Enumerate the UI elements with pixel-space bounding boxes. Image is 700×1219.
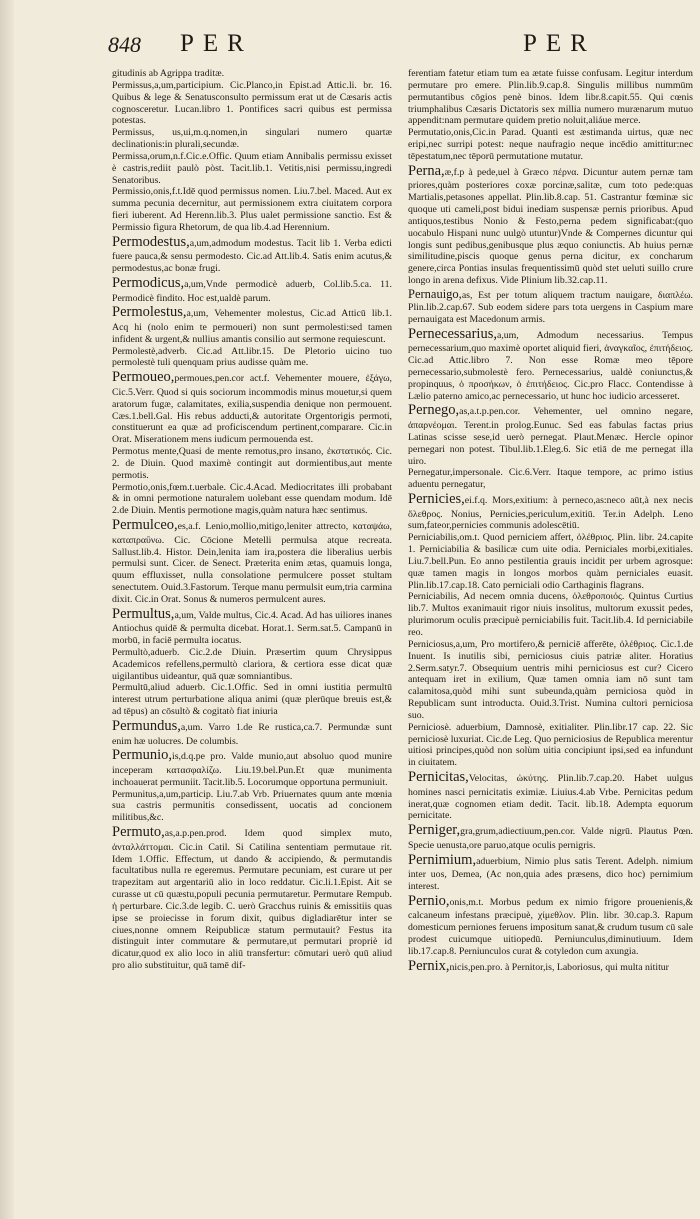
- entry-text: Permunitus,a,um,particip. Liu.7.ab Vrb. Priuernates quum ante mœnia sua castris permunitis consedissent, uocatis ad concionem militibus,&c.: [112, 788, 392, 824]
- entry-text: Permotus mente,Quasi de mente remotus,pro insano, ἐκστατικός. Cic. 2. de Diuin. Quod maximè contingit aut dormientibus,aut mente permotis.: [112, 446, 392, 481]
- entry-text: a,um, Admodum necessarius. Tempus pernecessarium,quo maximè oportet aliquid fieri, ἀναγκαῖος, ἐπιτήδειος. Cic.ad Attic.libro 7. Non esse Romæ meo tēpore pernecessario,submolestè fero. Pernecessarius, ualdè coniunctus,& propinquus, ὁ προσήκων, ὁ ἐπιτήδειος. Cic.pro Flacc. Contendisse à Lælio paterno amico,ac pernecessario, ut hunc hoc iudicio arcesseret.: [408, 329, 693, 402]
- entry-text: is,d.q.pe pro. Valde munio,aut absoluo quod munire inceperam κατασφαλίζω. Liu.19.bel.Pun.Et quæ munimenta inchoauerat permuniit. Tacit.lib.5. Locorumque opportuna permuniuit.: [112, 751, 392, 788]
- dictionary-entry: [112, 304, 392, 345]
- entry-headword: Pernicies,: [408, 491, 465, 508]
- entry-text: gra,grum,adiectiuum,pen.cor. Valde nigrū. Plautus Pœn. Specie uenusta,ore paruo,atque oculis pernigris.: [408, 826, 693, 851]
- running-head-right: PER: [523, 30, 596, 57]
- running-header: [0, 22, 700, 62]
- dictionary-entry: [112, 234, 392, 275]
- entry-text: Permolestè,adverb. Cic.ad Att.libr.15. De Pletorio uicino tuo permolestè tuli quenquam prius audisse quàm me.: [112, 345, 392, 369]
- entry-text: Permissus, us,ui,m.q.nomen,in singulari numero quartæ declinationis:in plurali,secundæ.: [112, 127, 392, 151]
- dictionary-entry: [408, 326, 693, 403]
- entry-text: as,a.p.pen.prod. Idem quod simplex muto, ἀνταλλάττομαι. Cic.in Catil. Si Catilina sententiam permutaue rit. Idem 1.Offic. Effectum, ut dando & accipiendo, & permutandis facultatibus nulla re egeremus. Permutare pecuniam, est curare ut per trapezitam aut argentariū alio in loco reddatur. Cic.li.1.Epist. Ait se curasse ut cū quæstu,populi pecunia permutaretur. Permutare Rempub. ἡ perturbare. Cic.3.de legib. C. uerò Gracchus ruinis & emissitiis quas ipse se proiecisse in forum dixit, quibus digladiarētur inter se ciues,nonne omnem Reipublicæ statum permutauit? Festus ita distinguit inter commutare & permutare,ut permutari propriè id dicatur,quod ex alio loco in aliū transfertur: cōmutari uerò quū aliud pro alio substituitur, quā tamē dif-: [112, 828, 392, 972]
- entry-headword: Pernego,: [408, 402, 460, 419]
- entry-headword: Pernix,: [408, 957, 450, 974]
- entry-text: Velocitas, ὠκύτης. Plin.lib.7.cap.20. Habet uulgus homines nasci pernicitatis eximiæ. Liuius.4.ab Vrbe. Pernicitas pedum inerat,quæ cognomen etiam dedit. Tacit. lib.18. Adempta equorum pernicitate.: [408, 773, 693, 822]
- entry-text: permoues,pen.cor act.f. Vehementer mouere, ἐξάγω, Cic.5.Verr. Quod si quis sociorum incommodis minus mouetur,si quem aratorum fugæ, calamitates, exilia,suspendia denique non permouent. Cæs.1.bell.Gal. His rebus adducti,& autoritate Orgentorigis permoti, constituerunt ea quæ ad proficiscendum pertinent,comparare. Cic.in Orat. Miserationem mens iudicum permouenda est.: [112, 373, 392, 446]
- dictionary-entry: [408, 532, 693, 591]
- entry-headword: Permulceo,: [112, 517, 178, 534]
- dictionary-entry: [112, 275, 392, 304]
- entry-text: Permissa,orum,n.f.Cic.e.Offic. Quum etiam Annibalis permissu exisset è castris,rediit paulò pòst. Tacit.lib.1. Vetitis,nisi permissu,ingredi Senatoribus.: [112, 150, 392, 186]
- entry-text: as,a.t.p.pen.cor. Vehementer, uel omnino negare, ἀπαρνέομαι. Terent.in prolog.Eunuc. Sed eas fabulas factas prius Latinas scisse sese,id uerò pernegat. Plaut.Menæc. Hercle opinor pernegari non potest. Tibul.lib.1.Eleg.6. Sic etiā de me pernegat illa uiro.: [408, 406, 693, 467]
- entry-text: a,um, Valde multus, Cic.4. Acad. Ad has uiliores inanes Antiochus quidē & permulta dicebat. Horat.1. Serm.sat.5. Campanū in morbū, in faciē permulta iocatus.: [112, 609, 392, 647]
- dictionary-entry: [112, 682, 392, 718]
- entry-text: Perniciosus,a,um, Pro mortifero,& perniciē afferēte, ὀλέθριος. Cic.1.de Inuent. Is inutilis sibi, perniciosus ciuis patriæ aliter. Horatius 2.Serm.satyr.7. Obsequium uentris mihi perniciosus est cur? Cicero antequam iret in exilium, Quæ tamen omnia iam nō sunt tam calamitosa,quòd mihi sunt subeunda,quàm perniciosa quòd in Republicam sunt introducta. Ouid.3.Trist. Numina cultori perniciosa suo.: [408, 638, 693, 721]
- entry-headword: Permundus,: [112, 718, 181, 734]
- entry-headword: Permuto,: [112, 824, 165, 841]
- entry-headword: Permultus,: [112, 605, 175, 622]
- dictionary-entry: [112, 482, 392, 518]
- left-column: [112, 68, 392, 1208]
- entry-headword: Pernecessarius,: [408, 325, 497, 342]
- dictionary-entry: [112, 789, 392, 825]
- dictionary-entry: [112, 824, 392, 972]
- dictionary-entry: [112, 517, 392, 606]
- dictionary-entry: [408, 722, 693, 769]
- entry-text: Permultò,aduerb. Cic.2.de Diuin. Præsertim quum Chrysippus Academicos refellens,permultò clariora, & certiora esse dicat quæ uigilantibus uideantur, quā quæ somniantibus.: [112, 646, 392, 682]
- entry-headword: Pernio,: [408, 892, 450, 909]
- right-column: [408, 68, 693, 1208]
- dictionary-entry: [112, 606, 392, 647]
- entry-text: æ,f.p à pede,uel à Græco πέρνα. Dicuntur autem pernæ tam priores,quàm posteriores coxæ porcinæ,salitæ, cum toto pede:quas Martialis,petasones appellat. Plin.lib.8.cap. 51. Castrantur fœminæ sic quoque uti cameli,post bidui inediam suspensæ pernis prioribus. Apud antiquos,testibus Nonio & Festo,perna pedem significabat:(quo uocabulo Hispani nunc uulgò utuntur)Vnde & Compernes dicuntur qui longis sunt pedibus,genibusque plus æquo coniunctis. Ab huius pernæ similitudine,piscis quoque genus perna dicitur, ex concharum genere,circa Pontias insulas frequentissimū quòd stet ueluti suillo crure longo in arena defixus. Vide Plinium lib.32.cap.11.: [408, 166, 693, 287]
- dictionary-entry: [112, 446, 392, 482]
- dictionary-entry: [408, 68, 693, 127]
- running-head-left: PER: [180, 30, 253, 57]
- entry-text: Perniciabilis, Ad necem omnia ducens, ὀλεθροποιός. Quintus Curtius lib.7. Multos exanimauit rigor niuis insolitus, multorum exussit pedes, plurimorum oculis præcipuè perniciabilis fuit. Tacit.lib.4. Id perniciabile reo.: [408, 591, 693, 638]
- dictionary-entry: [112, 369, 392, 446]
- entry-headword: Permoueo,: [112, 369, 175, 386]
- entry-text: Perniciabilis,om.t. Quod perniciem affert, ὀλέθριος. Plin. libr. 24.capite 1. Perniciabilia & basilicæ cum uite odia. Perniciales morbi,exitiales. Liu.7.bell.Pun. Eo anno pestilentia grauis incidit per urbem agrosque: quæ tamen magis in longos morbos quàm perniciales euasit. Plin.lib.17.cap.18. Cato perniciali odio Carthaginis flagrans.: [408, 532, 693, 591]
- entry-text: Permotio,onis,fœm.t.uerbale. Cic.4.Acad. Mediocritates illi probabant & in omni permotione naturalem uolebant esse quendam modum. Idē 2.de Diuin. Mentis permotione magis,quàm natura hæc sentimus.: [112, 481, 392, 517]
- binding-shadow: [0, 0, 14, 1219]
- dictionary-entry: [408, 491, 693, 532]
- dictionary-entry: [408, 958, 693, 976]
- entry-headword: Pernauigo,: [408, 286, 462, 301]
- entry-headword: Perniger,: [408, 822, 461, 839]
- entry-text: ferentiam fatetur etiam tum ea ætate fuisse confusam. Legitur interdum permutare pro emere. Plin.lib.9.cap.8. Singulis millibus nummūm permutantibus cōgios penè binos. Idem libr.8.capit.55. Qui cœnis triumphalibus Cæsaris Dictatoris sex millia numero murænarum mutuo appendit:nam permutare quidem pretio noluit,aliáue merce.: [408, 68, 693, 127]
- dictionary-entry: [112, 68, 392, 80]
- entry-text: onis,m.t. Morbus pedum ex nimio frigore prouenienis,& calcaneum infestans præcipuè, χίμεθλον. Plin. libr. 30.cap.3. Rapum domesticum perniones feruens impositum sanat,& crudum tusum cū sale prodest cuicumque uitiopedū. Perniunculus,diminutiuum. Idem lib.17.cap.8. Perniunculos curat & cotyledon cum axungia.: [408, 896, 693, 957]
- entry-text: as, Est per totum aliquem tractum nauigare, διαπλέω. Plin.lib.2.cap.67. Sub eodem sidere pars tota uergens in Caspium mare pernauigata est Macedonum armis.: [408, 289, 693, 325]
- entry-text: ei.f.q. Mors,exitium: à perneco,as:neco aūt,à nex necis ὄλεθρος. Nonius, Pernicies,periculum,exitiū. Ter.in Adelph. Leno sum,fateor,pernicies communis adolescētiū.: [408, 495, 693, 532]
- entry-text: Pernegatur,impersonale. Cic.6.Verr. Itaque tempore, ac primo istius aduentu pernegatur,: [408, 467, 693, 491]
- entry-headword: Permolestus,: [112, 304, 187, 321]
- entry-text: Permutatio,onis,Cic.in Parad. Quanti est æstimanda uirtus, quæ nec eripi,nec surripi potest: neque naufragio neque incēdio amittitur:nec tēpestatum,nec tēporū permutatione mutatur.: [408, 127, 693, 162]
- page-number: 848: [108, 32, 141, 57]
- entry-text: gitudinis ab Agrippa traditæ.: [112, 68, 225, 79]
- entry-text: a,um,Vnde permodicè aduerb, Col.lib.5.ca. 11. Permodicè findito. Hoc est,ualdè parum.: [112, 279, 392, 304]
- dictionary-entry: [408, 852, 693, 893]
- dictionary-entry: [408, 402, 693, 467]
- dictionary-entry: [112, 718, 392, 747]
- entry-text: a,um, Vehementer molestus, Cic.ad Atticū lib.1. Acq hi (nolo enim te permoueri) non sunt permolesti:sed tamen infident & urgent,& nullius amantis consilio aut sermone requiescunt.: [112, 308, 392, 345]
- dictionary-entry: [408, 467, 693, 491]
- dictionary-entry: [112, 346, 392, 370]
- entry-text: es,a.f. Lenio,mollio,mitigo,leniter attrecto, καταψάω, καταπραΰνω. Cic. Cōcione Metelli permulsa atque recreata. Sallust.lib.4. Histor. Dein,lenita iam ira,postera die liberalius uerbis permulsi sunt. Cicer. de Senect. Præterita enim ætas, quamuis longa, quum effluxisset, nulla consolatione permulcere posset stultam senectutem. Ouid.3.Fastorum. Terque manu permulsit eum,tria carmina dixit. Cic.in Orat. Sonus & numeros permulcent aures.: [112, 521, 392, 605]
- dictionary-entry: [112, 647, 392, 683]
- dictionary-entry: [408, 893, 693, 958]
- dictionary-entry: [408, 163, 693, 287]
- entry-text: nicis,pen.pro. à Pernitor,is, Laboriosus, qui multa nititur: [449, 961, 669, 973]
- dictionary-entry: [112, 186, 392, 233]
- entry-headword: Perna,: [408, 162, 445, 179]
- entry-headword: Permodestus,: [112, 233, 190, 250]
- entry-text: a,um. Varro 1.de Re rustica,ca.7. Permundæ sunt enim hæ uolucres. De columbis.: [112, 722, 392, 747]
- entry-headword: Pernimium,: [408, 851, 477, 868]
- entry-text: Permissus,a,um,participium. Cic.Planco,in Epist.ad Attic.li. br. 16. Quibus & lege & Senatusconsulto permissum erat ut de Cæsaris actis cognosceretur. Lucan.libro 1. Pontifices sacri quibus est permissa potestas.: [112, 79, 392, 127]
- entry-headword: Permunio,: [112, 747, 173, 764]
- dictionary-entry: [408, 591, 693, 638]
- entry-text: aduerbium, Nimio plus satis Terent. Adelph. nimium inter uos, Demea, (Ac non,quia ades præsens, dico hoc) pernimium interest.: [408, 855, 693, 892]
- dictionary-entry: [408, 769, 693, 822]
- entry-text: a,um,admodum modestus. Tacit lib 1. Verba edicti fuere pauca,& sensu permodesto. Cic.ad Att.lib.4. Satis enim acutus,& permodestus,ac bonæ frugi.: [112, 237, 392, 275]
- dictionary-entry: [112, 80, 392, 127]
- entry-text: Permissio,onis,f.t.Idē quod permissus nomen. Liu.7.bel. Maced. Aut ex summa pecunia decernitur, aut permissionem extra ciuitatem corpora fieri iuberent. Ad Herenn.lib.3. Plus ualet permissione sanctio. Est & Permissio figura Rhetorum, de qua lib.4.ad Herennium.: [112, 186, 392, 233]
- dictionary-entry: [408, 127, 693, 163]
- entry-headword: Pernicitas,: [408, 769, 469, 786]
- dictionary-entry: [408, 287, 693, 326]
- dictionary-entry: [408, 639, 693, 722]
- entry-text: Permultū,aliud aduerb. Cic.1.Offic. Sed in omni iustitia permultū interest utrum perturbatione aliqua animi (quæ plerūque breuis est,& ad tēpus) an cōsultò & cogitatò fiat iniuria: [112, 682, 392, 718]
- dictionary-entry: [112, 151, 392, 187]
- dictionary-entry: [408, 822, 693, 851]
- entry-text: Perniciosè. aduerbium, Damnosè, exitialiter. Plin.libr.17 cap. 22. Sic perniciosè luxuriat. Cic.de Leg. Quo perniciosius de Republica merentur uitiosi principes,quòd non solùm uitia concipiunt ipsi,sed ea infundunt in ciuitatem.: [408, 721, 693, 769]
- dictionary-entry: [112, 127, 392, 151]
- dictionary-entry: [112, 747, 392, 788]
- entry-headword: Permodicus,: [112, 275, 185, 292]
